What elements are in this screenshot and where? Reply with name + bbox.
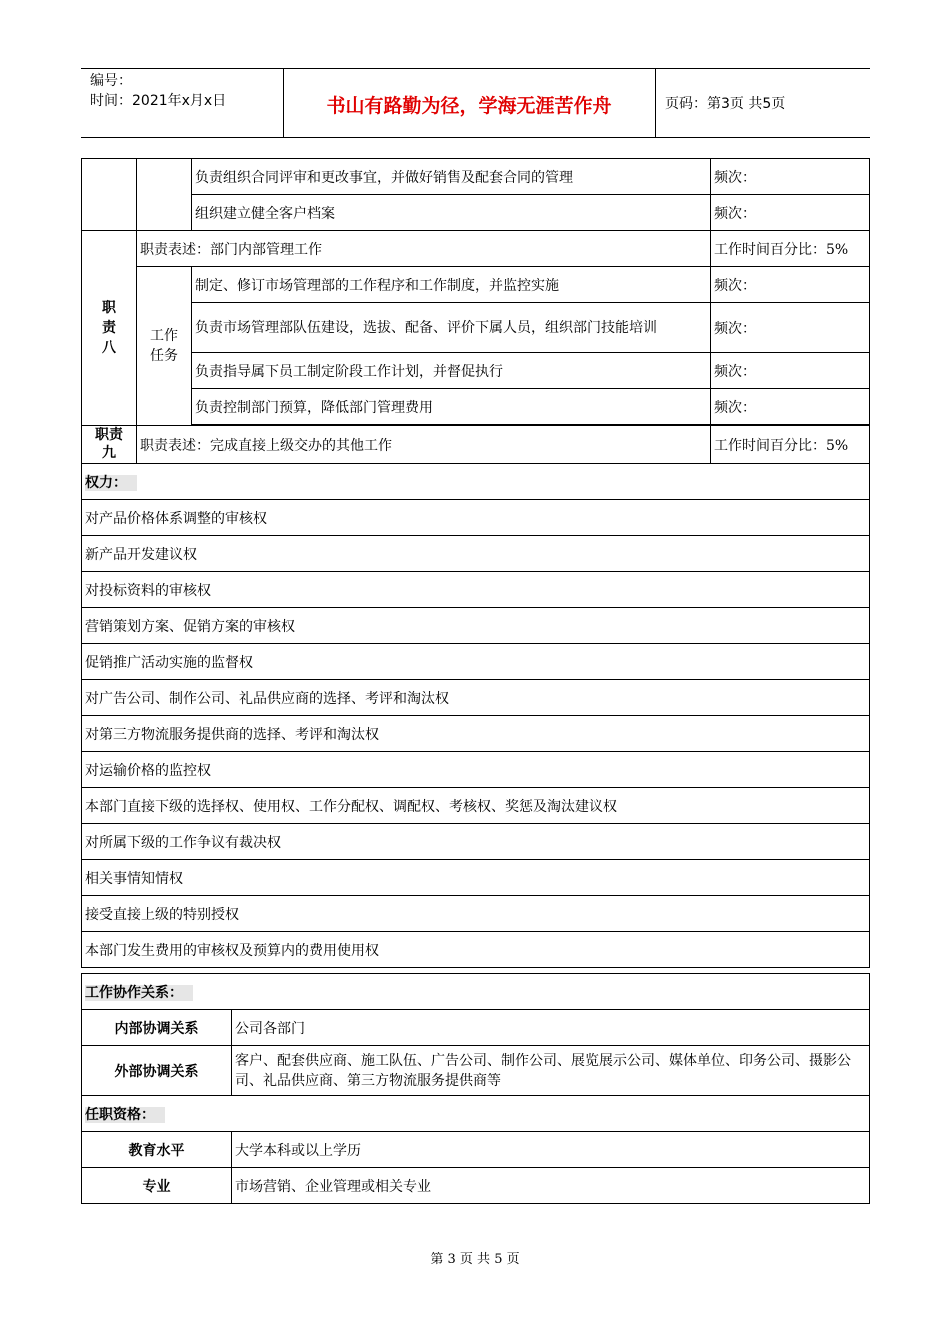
table-row (82, 860, 870, 896)
table-row (82, 195, 870, 231)
header-meta (90, 71, 226, 111)
cooperation-title-cell (82, 974, 870, 1010)
task-text: 负责市场管理部队伍建设，选拔、配备、评价下属人员，组织部门技能培训 (192, 303, 711, 353)
task-frequency: 频次： (711, 389, 870, 425)
table-row (82, 680, 870, 716)
authority-title: 权力： (85, 475, 137, 491)
education-label: 教育水平 (82, 1132, 232, 1168)
duty-label-cell (82, 159, 137, 231)
table-row (82, 824, 870, 860)
table-row (82, 974, 870, 1010)
task-frequency: 频次： (711, 159, 870, 195)
authority-title-cell (82, 464, 870, 500)
table-row (82, 644, 870, 680)
table-row (82, 1046, 870, 1096)
major-value: 市场营销、企业管理或相关专业 (232, 1168, 870, 1204)
job-description-table (81, 158, 870, 968)
duty-8-time-pct: 工作时间百分比：5% (711, 231, 870, 267)
authority-item: 对第三方物流服务提供商的选择、考评和淘汰权 (82, 716, 870, 752)
table-row (82, 303, 870, 353)
duty-8-label-text: 职责八 (102, 300, 116, 356)
authority-item: 营销策划方案、促销方案的审核权 (82, 608, 870, 644)
authority-item: 对所属下级的工作争议有裁决权 (82, 824, 870, 860)
authority-item: 对广告公司、制作公司、礼品供应商的选择、考评和淘汰权 (82, 680, 870, 716)
page-header (81, 68, 870, 138)
duty-9-label-text: 职责九 (95, 427, 123, 461)
external-coordination-label: 外部协调关系 (82, 1046, 232, 1096)
task-text: 负责组织合同评审和更改事宜，并做好销售及配套合同的管理 (192, 159, 711, 195)
page-footer: 第 3 页 共 5 页 (430, 1252, 520, 1267)
cooperation-qualification-table (81, 973, 870, 1204)
authority-item: 对运输价格的监控权 (82, 752, 870, 788)
table-row (82, 267, 870, 303)
authority-item: 新产品开发建议权 (82, 536, 870, 572)
duty-8-label (82, 231, 137, 426)
table-row (82, 788, 870, 824)
task-label-cell (137, 267, 192, 426)
table-row (82, 389, 870, 425)
table-row (82, 896, 870, 932)
duty-9-time-pct: 工作时间百分比：5% (711, 426, 870, 464)
number-label: 编号： (90, 73, 132, 89)
table-row (82, 536, 870, 572)
task-text: 负责指导属下员工制定阶段工作计划，并督促执行 (192, 353, 711, 389)
cooperation-title: 工作协作关系： (85, 985, 193, 1001)
task-frequency: 频次： (711, 267, 870, 303)
header-motto: 书山有路勤为径，学海无涯苦作舟 (326, 95, 612, 117)
table-row (82, 353, 870, 389)
authority-item: 对产品价格体系调整的审核权 (82, 500, 870, 536)
internal-coordination-label: 内部协调关系 (82, 1010, 232, 1046)
table-row (82, 1010, 870, 1046)
internal-coordination-value: 公司各部门 (232, 1010, 870, 1046)
authority-item: 相关事情知情权 (82, 860, 870, 896)
table-row (82, 426, 870, 464)
table-row (82, 1096, 870, 1132)
qualification-title-cell (82, 1096, 870, 1132)
qualification-title: 任职资格： (85, 1107, 165, 1123)
table-row (82, 1168, 870, 1204)
task-label-cell (137, 159, 192, 231)
authority-item: 促销推广活动实施的监督权 (82, 644, 870, 680)
task-frequency: 频次： (711, 303, 870, 353)
table-row (82, 1132, 870, 1168)
authority-item: 对投标资料的审核权 (82, 572, 870, 608)
task-frequency: 频次： (711, 353, 870, 389)
header-divider (655, 69, 656, 137)
table-row (82, 608, 870, 644)
table-row (82, 464, 870, 500)
task-text: 制定、修订市场管理部的工作程序和工作制度，并监控实施 (192, 267, 711, 303)
table-row (82, 932, 870, 968)
time-label: 时间：2021年x月x日 (90, 93, 227, 109)
duty-9-label (82, 426, 137, 464)
table-row (82, 752, 870, 788)
duty-8-statement: 职责表述：部门内部管理工作 (137, 231, 711, 267)
task-text: 组织建立健全客户档案 (192, 195, 711, 231)
authority-item: 本部门发生费用的审核权及预算内的费用使用权 (82, 932, 870, 968)
task-label-text: 工作任务 (150, 328, 178, 364)
table-row (82, 231, 870, 267)
table-row (82, 500, 870, 536)
header-page-label: 页码：第3页 共5页 (665, 96, 786, 112)
task-text: 负责控制部门预算，降低部门管理费用 (192, 389, 711, 425)
authority-item: 本部门直接下级的选择权、使用权、工作分配权、调配权、考核权、奖惩及淘汰建议权 (82, 788, 870, 824)
task-frequency: 频次： (711, 195, 870, 231)
table-row (82, 716, 870, 752)
external-coordination-value: 客户、配套供应商、施工队伍、广告公司、制作公司、展览展示公司、媒体单位、印务公司、摄影公司、礼品供应商、第三方物流服务提供商等 (232, 1046, 870, 1096)
duty-9-statement: 职责表述：完成直接上级交办的其他工作 (137, 426, 711, 464)
table-row (82, 159, 870, 195)
authority-item: 接受直接上级的特别授权 (82, 896, 870, 932)
table-row (82, 572, 870, 608)
education-value: 大学本科或以上学历 (232, 1132, 870, 1168)
major-label: 专业 (82, 1168, 232, 1204)
